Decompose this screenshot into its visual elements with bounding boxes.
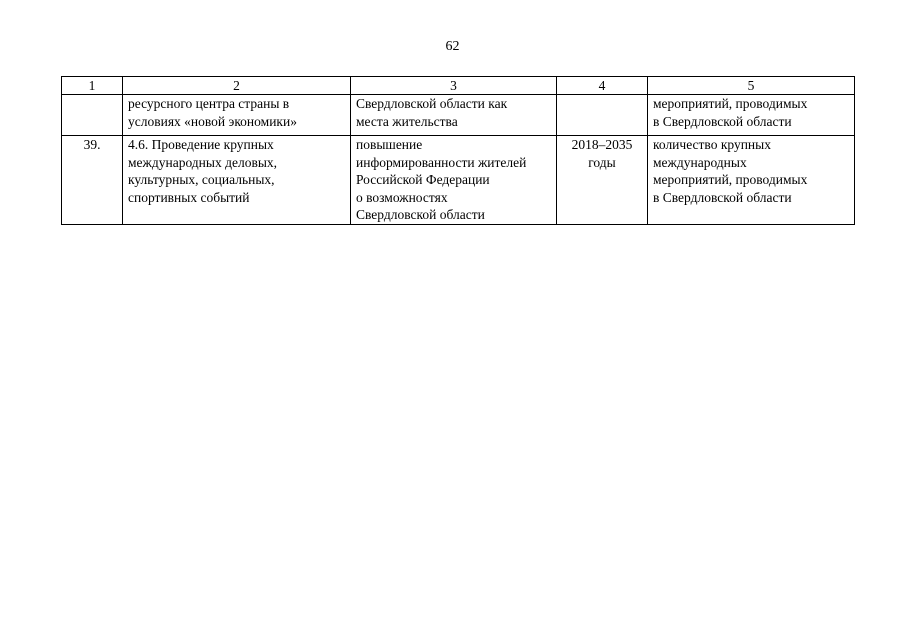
column-number-2: 2 bbox=[123, 77, 351, 95]
event-name-cell: ресурсного центра страны в условиях «новой экономики» bbox=[123, 95, 351, 136]
row-number-cell bbox=[62, 95, 123, 136]
indicator-cell: мероприятий, проводимых в Свердловской области bbox=[648, 95, 855, 136]
event-name-cell: 4.6. Проведение крупных международных деловых, культурных, социальных, спортивных событий bbox=[123, 136, 351, 225]
period-cell bbox=[557, 95, 648, 136]
column-number-1: 1 bbox=[62, 77, 123, 95]
page-number: 62 bbox=[445, 39, 460, 54]
column-number-5: 5 bbox=[648, 77, 855, 95]
period-cell: 2018–2035 годы bbox=[557, 136, 648, 225]
indicators-table bbox=[61, 76, 855, 225]
column-number-3: 3 bbox=[351, 77, 557, 95]
row-number-cell: 39. bbox=[62, 136, 123, 225]
table-header-row bbox=[62, 77, 855, 95]
table-row bbox=[62, 136, 855, 225]
table-row bbox=[62, 95, 855, 136]
indicator-cell: количество крупных международных мероприятий, проводимых в Свердловской области bbox=[648, 136, 855, 225]
goal-cell: повышение информированности жителей Российской Федерации о возможностях Свердловской области bbox=[351, 136, 557, 225]
column-number-4: 4 bbox=[557, 77, 648, 95]
goal-cell: Свердловской области как места жительства bbox=[351, 95, 557, 136]
